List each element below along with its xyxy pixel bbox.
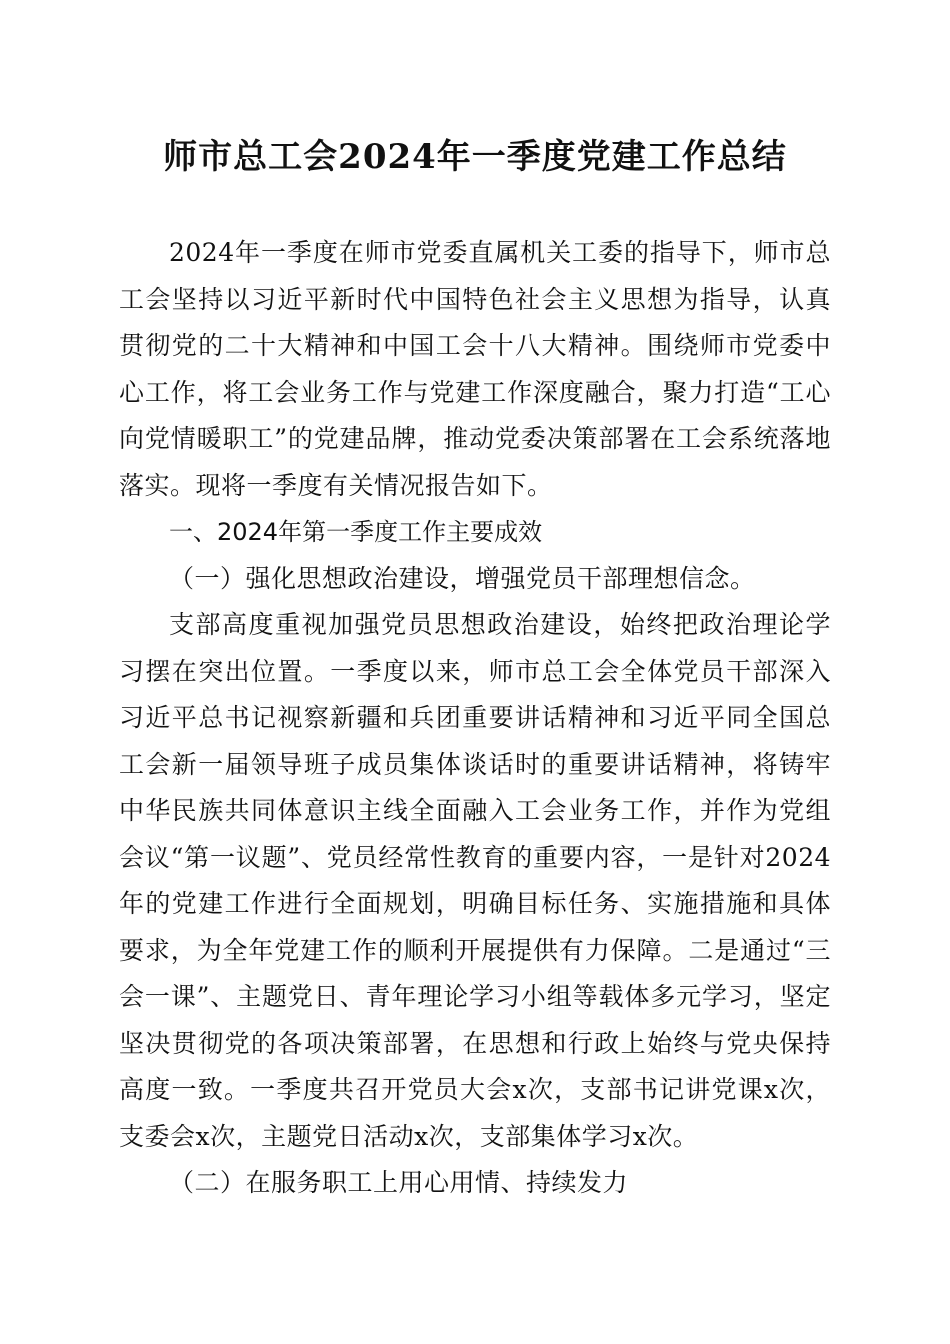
document-body: [119, 230, 831, 1207]
document-title: 师市总工会2024年一季度党建工作总结: [163, 137, 787, 177]
subsection-heading-1: （一）强化思想政治建设，增强党员干部理想信念。: [169, 563, 756, 593]
subsection-heading-2: （二）在服务职工上用心用情、持续发力: [169, 1168, 629, 1197]
intro-paragraph: 2024年一季度在师市党委直属机关工委的指导下，师市总工会坚持以习近平新时代中国特色社会主义思想为指导，认真贯彻党的二十大精神和中国工会十八大精神。围绕师市党委中心工作，将工会业务工作与党建工作深度融合，聚力打造“工心向党情暖职工”的党建品牌，推动党委决策部署在工会系统落地落实。现将一季度有关情况报告如下。: [119, 238, 831, 500]
section-heading-1: 一、2024年第一季度工作主要成效: [169, 518, 543, 546]
subsection-body-1: 支部高度重视加强党员思想政治建设，始终把政治理论学习摆在突出位置。一季度以来，师市总工会全体党员干部深入习近平总书记视察新疆和兵团重要讲话精神和习近平同全国总工会新一届领导班子成员集体谈话时的重要讲话精神，将铸牢中华民族共同体意识主线全面融入工会业务工作，并作为党组会议“第一议题”、党员经常性教育的重要内容，一是针对2024年的党建工作进行全面规划，明确目标任务、实施措施和具体要求，为全年党建工作的顺利开展提供有力保障。二是通过“三会一课”、主题党日、青年理论学习小组等载体多元学习，坚定坚决贯彻党的各项决策部署，在思想和行政上始终与党央保持高度一致。一季度共召开党员大会x次，支部书记讲党课x次，支委会x次，主题党日活动x次，支部集体学习x次。: [119, 610, 831, 1151]
